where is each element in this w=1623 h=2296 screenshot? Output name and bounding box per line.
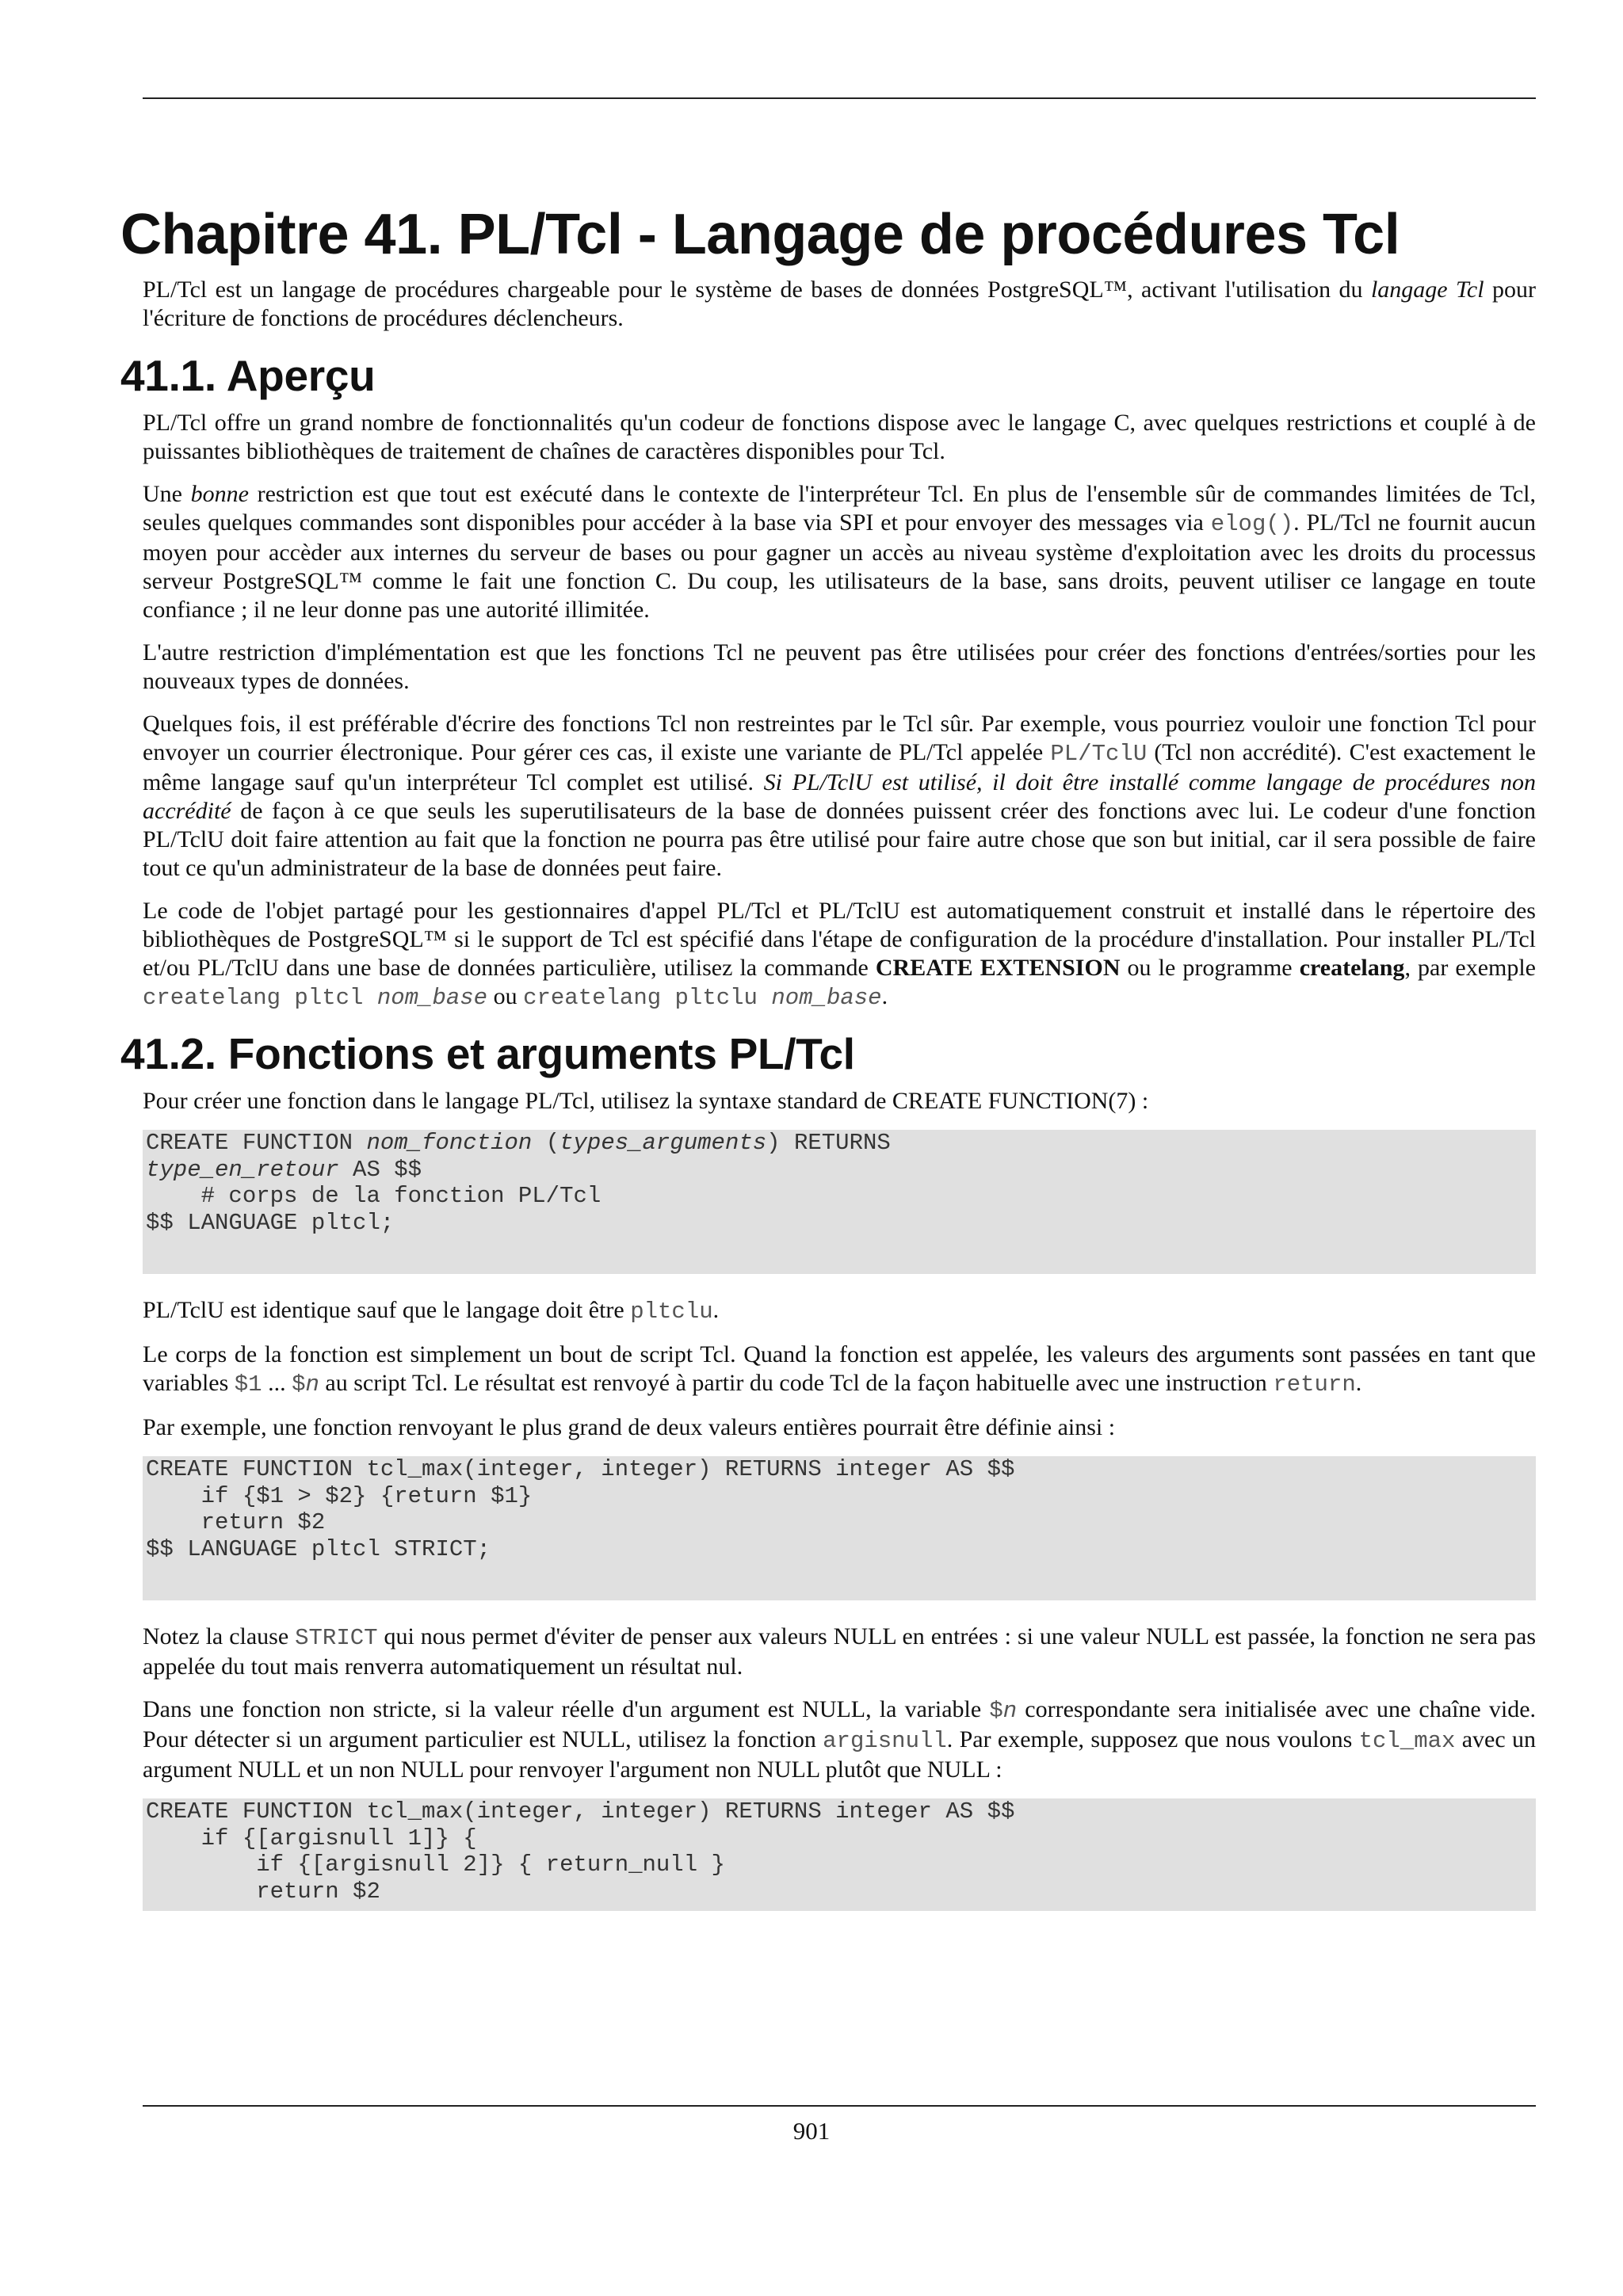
text-run: (Tcl non accrédité). C'est exactement le même langage sauf qu'un interpréteur Tcl complet est utilisé. bbox=[143, 739, 1536, 795]
text-run: pour l'écriture de fonctions de procédures déclencheurs. bbox=[143, 277, 1536, 331]
text-run: qui nous permet d'éviter de penser aux valeurs NULL en entrées : si une valeur NULL est passée, la fonction ne sera pas appelée du tout mais renverra automatiquement un résultat nul. bbox=[143, 1623, 1536, 1680]
text-run: if {[argisnull 1]} { bbox=[146, 1825, 477, 1852]
section-title-apercu: 41.1. Aperçu bbox=[120, 351, 376, 400]
text-run: . bbox=[712, 1297, 720, 1323]
text-run: PL/TclU est identique sauf que le langage doit être bbox=[143, 1297, 631, 1323]
text-run: Le code de l'objet partagé pour les gestionnaires d'appel PL/Tcl et PL/TclU est automatiquement construit et installé dans le répertoire des bibliothèques de PostgreSQL™ si le support de Tcl est spécifié dans l'étape de configuration de la procédure d'installation. Pour installer PL/Tcl et/ou PL/TclU dans une base de données particulière, utilisez la commande bbox=[143, 898, 1536, 981]
text-run: Quelques fois, il est préférable d'écrire des fonctions Tcl non restreintes par le Tcl sûr. Par exemple, vous pourriez vouloir une fonction Tcl pour envoyer un courrier électronique. Pour gérer ces cas, il existe une variante de PL/Tcl appelée bbox=[143, 711, 1536, 765]
paragraph bbox=[143, 1341, 1536, 1399]
code-line bbox=[146, 1483, 532, 1509]
inline-code: createlang pltclu bbox=[523, 985, 772, 1011]
text-run: de façon à ce que seuls les superutilisateurs de la base de données puissent créer des fonctions avec lui. Le codeur d'une fonction PL/TclU doit faire attention au fait que la fonction ne pourra pas être utilisé pour faire autre chose que son but initial, car il sera possible de faire tout ce qu'un administrateur de la base de données peut faire. bbox=[143, 798, 1536, 881]
text-run: PL/Tcl est un langage de procédures chargeable pour le système de bases de données PostgreSQL™, activant l'utilisation du bbox=[143, 277, 1371, 303]
text-run: Dans une fonction non stricte, si la valeur réelle d'un argument est NULL, la variable bbox=[143, 1696, 990, 1722]
inline-code: $ bbox=[989, 1698, 1003, 1724]
emphasis: types_arguments bbox=[559, 1130, 767, 1156]
code-line bbox=[146, 1852, 725, 1878]
emphasis: nom_fonction bbox=[366, 1130, 533, 1156]
text-run: ou le programme bbox=[1120, 955, 1300, 981]
inline-code: elog() bbox=[1210, 511, 1294, 537]
paragraph bbox=[143, 1695, 1536, 1784]
emphasis: langage Tcl bbox=[1370, 277, 1484, 303]
inline-code: PL/TclU bbox=[1050, 741, 1148, 767]
text-run: if {[argisnull 2]} { return_null } bbox=[146, 1852, 725, 1878]
inline-code: argisnull bbox=[823, 1728, 947, 1754]
text-run: Par exemple, une fonction renvoyant le plus grand de deux valeurs entières pourrait être définie ainsi : bbox=[143, 1414, 1116, 1440]
text-run: . bbox=[1355, 1370, 1362, 1396]
code-block-argisnull bbox=[143, 1798, 1536, 1911]
text-run: L'autre restriction d'implémentation est que les fonctions Tcl ne peuvent pas être utilisées pour créer des fonctions d'entrées/sorties pour les nouveaux types de données. bbox=[143, 639, 1536, 694]
paragraph bbox=[143, 1087, 1536, 1116]
code-line bbox=[146, 1509, 325, 1535]
text-run: Pour créer une fonction dans le langage PL/Tcl, utilisez la syntaxe standard de CREATE FUNCTION(7) : bbox=[143, 1088, 1149, 1114]
text-run: $$ LANGUAGE pltcl STRICT; bbox=[146, 1535, 491, 1562]
text-run: CREATE FUNCTION bbox=[146, 1130, 367, 1156]
text-run: ) RETURNS bbox=[766, 1130, 891, 1156]
chapter-title: Chapitre 41. PL/Tcl - Langage de procédures Tcl bbox=[120, 203, 1400, 266]
inline-code: pltclu bbox=[630, 1299, 713, 1325]
bold-text: createlang bbox=[1299, 955, 1405, 981]
code-placeholder: nom_base bbox=[376, 985, 488, 1011]
section-fonctions-body bbox=[143, 1087, 1536, 1911]
text-run: avec un argument NULL et un non NULL pour renvoyer l'argument non NULL plutôt que NULL : bbox=[143, 1726, 1536, 1783]
text-run: , par exemple bbox=[1404, 955, 1536, 981]
text-run: return $2 bbox=[146, 1509, 326, 1535]
code-placeholder: n bbox=[305, 1371, 319, 1398]
text-run: ou bbox=[487, 983, 524, 1009]
text-run: CREATE FUNCTION tcl_max(integer, integer) RETURNS integer AS $$ bbox=[146, 1456, 1015, 1482]
chapter-intro-block bbox=[143, 276, 1536, 333]
code-line bbox=[146, 1210, 394, 1236]
text-run: Une bbox=[143, 481, 191, 507]
code-line bbox=[146, 1183, 601, 1209]
paragraph bbox=[143, 409, 1536, 466]
paragraph bbox=[143, 639, 1536, 696]
text-run: . Par exemple, supposez que nous voulons bbox=[946, 1726, 1359, 1753]
footer-rule bbox=[143, 2105, 1536, 2107]
text-run: # corps de la fonction PL/Tcl bbox=[146, 1183, 601, 1209]
code-line bbox=[146, 1536, 491, 1562]
paragraph bbox=[143, 1296, 1536, 1326]
text-run: restriction est que tout est exécuté dans le contexte de l'interpréteur Tcl. En plus de l'ensemble sûr de commandes limitées de Tcl, seules quelques commandes sont disponibles pour accéder à la base via SPI et pour envoyer des messages via bbox=[143, 481, 1536, 536]
text-run: . bbox=[881, 983, 888, 1009]
text-run: return $2 bbox=[146, 1878, 380, 1905]
paragraph bbox=[143, 480, 1536, 624]
bold-text: CREATE EXTENSION bbox=[875, 955, 1121, 981]
paragraph bbox=[143, 710, 1536, 883]
code-line bbox=[146, 1798, 1014, 1825]
code-placeholder: nom_base bbox=[771, 985, 882, 1011]
emphasis: type_en_retour bbox=[146, 1156, 339, 1183]
code-block-tcl-max bbox=[143, 1456, 1536, 1600]
emphasis: bonne bbox=[190, 481, 249, 507]
text-run: $$ LANGUAGE pltcl; bbox=[146, 1209, 395, 1236]
page-number: 901 bbox=[792, 2117, 831, 2145]
text-run: . PL/Tcl ne fournit aucun moyen pour accèder aux internes du serveur de bases ou pour gagner un accès au niveau système d'exploitation avec les droits du processus serveur PostgreSQL™ comme le fait une fonction C. Du coup, les utilisateurs de la base, sans droits, peuvent utiliser ce langage en toute confiance ; il ne leur donne pas une autorité illimitée. bbox=[143, 509, 1536, 623]
text-run: AS $$ bbox=[338, 1156, 422, 1183]
code-line bbox=[146, 1825, 477, 1852]
page-content bbox=[120, 200, 1536, 1911]
text-run: ( bbox=[532, 1130, 560, 1156]
inline-code: return bbox=[1273, 1371, 1356, 1398]
text-run: ... bbox=[262, 1370, 292, 1396]
code-line bbox=[146, 1130, 891, 1156]
text-run: if {$1 > $2} {return $1} bbox=[146, 1482, 533, 1509]
code-line bbox=[146, 1157, 422, 1183]
text-run: au script Tcl. Le résultat est renvoyé à partir du code Tcl de la façon habituelle avec une instruction bbox=[319, 1370, 1274, 1396]
inline-code: $ bbox=[292, 1371, 306, 1398]
paragraph bbox=[143, 897, 1536, 1013]
code-block-syntax bbox=[143, 1130, 1536, 1274]
inline-code: tcl_max bbox=[1358, 1728, 1456, 1754]
code-placeholder: n bbox=[1002, 1698, 1018, 1724]
inline-code: createlang pltcl bbox=[143, 985, 377, 1011]
section-title-fonctions: 41.2. Fonctions et arguments PL/Tcl bbox=[120, 1029, 855, 1078]
paragraph bbox=[143, 1413, 1536, 1442]
chapter-intro bbox=[143, 276, 1536, 333]
header-rule bbox=[143, 97, 1536, 99]
inline-code: $1 bbox=[234, 1371, 262, 1398]
inline-code: STRICT bbox=[295, 1625, 378, 1651]
paragraph bbox=[143, 1623, 1536, 1681]
text-run: correspondante sera initialisée avec une chaîne vide. Pour détecter si un argument particulier est NULL, utilisez la fonction bbox=[143, 1696, 1537, 1753]
text-run: Notez la clause bbox=[143, 1623, 296, 1650]
emphasis: Si PL/TclU est utilisé, il doit être installé comme langage de procédures non accrédité bbox=[143, 769, 1536, 824]
text-run: PL/Tcl offre un grand nombre de fonctionnalités qu'un codeur de fonctions dispose avec le langage C, avec quelques restrictions et couplé à de puissantes bibliothèques de traitement de chaînes de caractères disponibles pour Tcl. bbox=[143, 410, 1536, 464]
section-apercu-body bbox=[143, 409, 1536, 1013]
code-line bbox=[146, 1456, 1014, 1482]
text-run: CREATE FUNCTION tcl_max(integer, integer) RETURNS integer AS $$ bbox=[146, 1798, 1015, 1825]
text-run: Le corps de la fonction est simplement un bout de script Tcl. Quand la fonction est appelée, les valeurs des arguments sont passées en tant que variables bbox=[143, 1341, 1536, 1396]
code-line bbox=[146, 1878, 380, 1905]
